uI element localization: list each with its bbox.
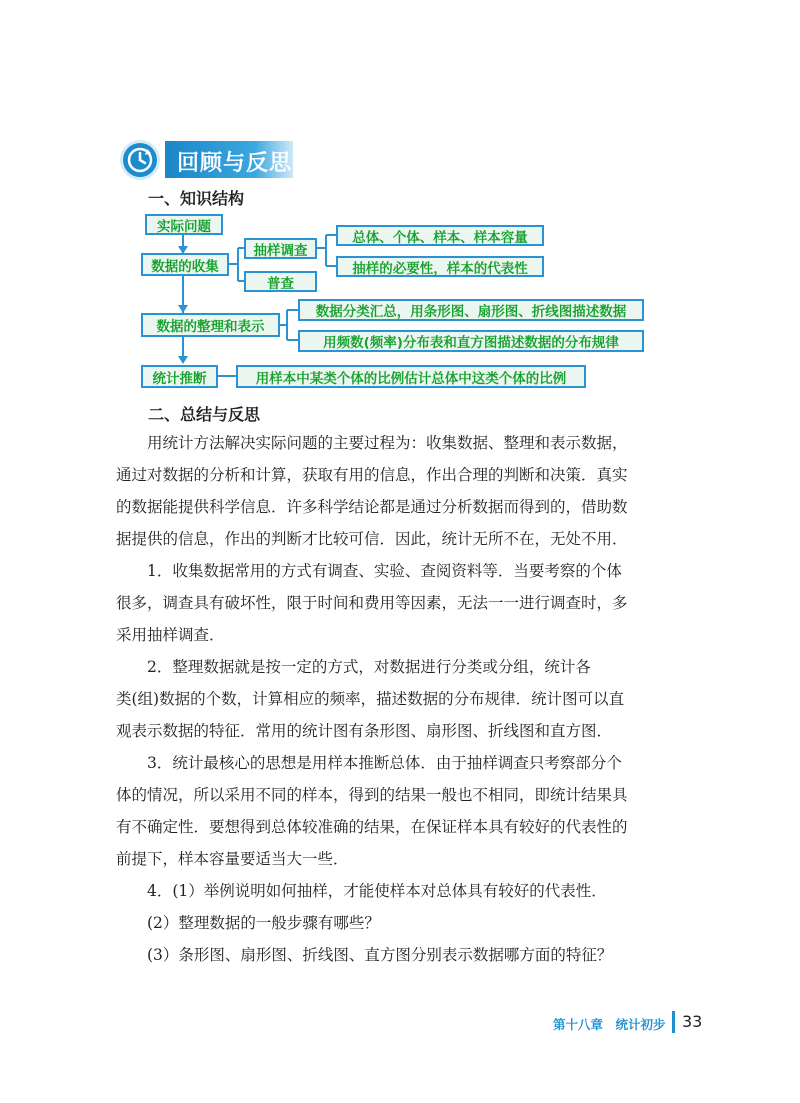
footer-chapter-title: 第十八章 统计初步: [553, 1017, 666, 1032]
question-3: (3）条形图、扇形图、折线图、直方图分别表示数据哪方面的特征？: [147, 946, 613, 964]
paragraph-intro: [116, 427, 676, 555]
paragraph-line: 2．整理数据就是按一定的方式，对数据进行分类或分组，统计各: [147, 658, 591, 676]
paragraph-line: 类(组)数据的个数，计算相应的频率，描述数据的分布规律．统计图可以直: [116, 690, 625, 708]
paragraph-point-3: [116, 747, 676, 875]
node-sample-proportion-estimate: 用样本中某类个体的比例估计总体中这类个体的比例: [236, 365, 586, 388]
paragraph-line: 体的情况，所以采用不同的样本，得到的结果一般也不相同，即统计结果具: [116, 786, 628, 804]
paragraph-line: 前提下，样本容量要适当大一些．: [116, 850, 349, 868]
paragraph-line: 很多，调查具有破坏性，限于时间和费用等因素，无法一一进行调查时，多: [116, 594, 628, 612]
node-data-organization: 数据的整理和表示: [141, 313, 280, 337]
questions: [116, 875, 676, 971]
paragraph-line: 3．统计最核心的思想是用样本推断总体．由于抽样调查只考察部分个: [147, 754, 622, 772]
paragraph-line: 通过对数据的分析和计算，获取有用的信息，作出合理的判断和决策．真实: [116, 466, 628, 484]
paragraph-point-2: [116, 651, 676, 747]
node-real-problem: 实际问题: [145, 214, 223, 235]
paragraph-point-1: [116, 555, 676, 651]
question-1: 4．(1）举例说明如何抽样，才能使样本对总体具有较好的代表性．: [147, 882, 607, 900]
paragraph-line: 用统计方法解决实际问题的主要过程为：收集数据、整理和表示数据，: [147, 434, 628, 452]
paragraph-line: 据提供的信息，作出的判断才比较可信．因此，统计无所不在，无处不用．: [116, 530, 628, 548]
node-sampling-necessity: 抽样的必要性，样本的代表性: [336, 256, 544, 277]
heading-knowledge-structure: 一、知识结构: [148, 189, 245, 208]
heading-summary-reflection: 二、总结与反思: [148, 405, 261, 424]
paragraph-line: 有不确定性．要想得到总体较准确的结果，在保证样本具有较好的代表性的: [116, 818, 628, 836]
paragraph-line: 观表示数据的特征．常用的统计图有条形图、扇形图、折线图和直方图．: [116, 722, 613, 740]
paragraph-line: 1．收集数据常用的方式有调查、实验、查阅资料等．当要考察的个体: [147, 562, 622, 580]
node-population-sample-terms: 总体、个体、样本、样本容量: [336, 225, 544, 246]
paragraph-line: 采用抽样调查．: [116, 626, 225, 644]
node-frequency-histogram: 用频数(频率)分布表和直方图描述数据的分布规律: [298, 330, 644, 352]
node-statistical-inference: 统计推断: [141, 365, 218, 388]
node-sampling-survey: 抽样调查: [244, 238, 317, 259]
page-number: 33: [682, 1012, 703, 1031]
node-data-collection: 数据的收集: [141, 253, 229, 276]
section-title: 回顾与反思: [177, 151, 293, 176]
node-census: 普查: [244, 271, 317, 292]
paragraph-line: 的数据能提供科学信息．许多科学结论都是通过分析数据而得到的，借助数: [116, 498, 628, 516]
question-2: (2）整理数据的一般步骤有哪些？: [147, 914, 380, 932]
node-classify-summarize: 数据分类汇总，用条形图、扇形图、折线图描述数据: [298, 299, 644, 321]
footer-divider: [672, 1011, 675, 1033]
